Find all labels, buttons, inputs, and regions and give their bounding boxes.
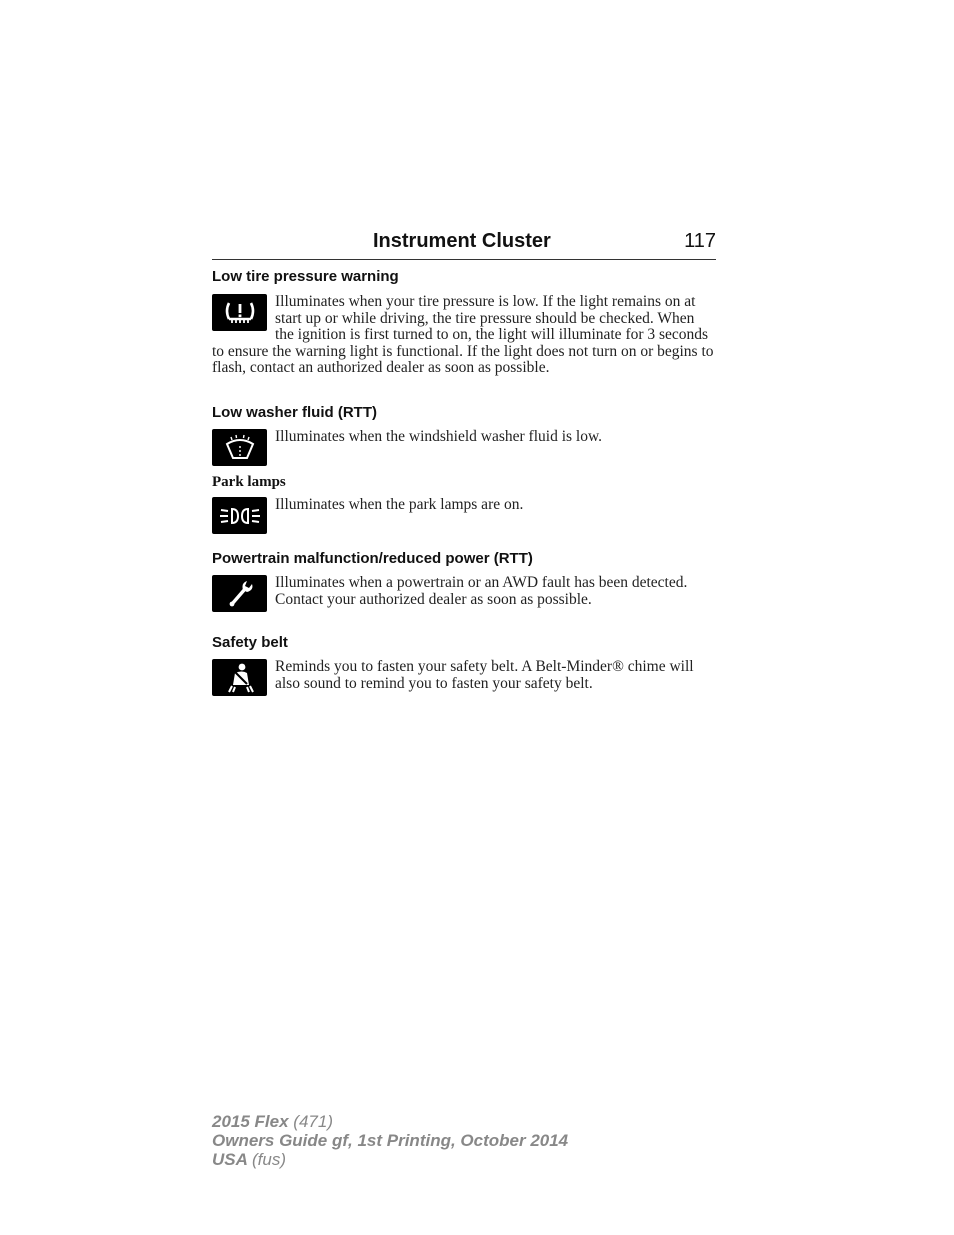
- section-heading: Low tire pressure warning: [212, 268, 399, 285]
- page-footer: [212, 1112, 568, 1169]
- section-text: Reminds you to fasten your safety belt. A Belt-Minder® chime will also sound to remind you to fasten your safety belt.: [275, 658, 694, 692]
- footer-region: USA: [212, 1150, 248, 1169]
- section-park-lamps: [212, 473, 716, 534]
- page-title: Instrument Cluster: [373, 230, 551, 252]
- section-powertrain-malfunction: [212, 550, 716, 612]
- section-text: Illuminates when a powertrain or an AWD fault has been detected. Contact your authorized dealer as soon as possible.: [275, 574, 688, 608]
- section-text: Illuminates when your tire pressure is low. If the light remains on at start up or while driving, the tire pressure should be checked. When the ignition is first turned to on, the light will illuminate for 3 seconds to ensure the warning light is functional. If the light does not turn on or begins to flash, contact an authorized dealer as soon as possible.: [212, 293, 714, 377]
- section-safety-belt: [212, 634, 716, 696]
- footer-model-code: (471): [293, 1112, 333, 1131]
- wrench-icon: [212, 575, 267, 612]
- tire-pressure-icon: [212, 294, 267, 331]
- section-heading: Safety belt: [212, 634, 288, 651]
- page-number: 117: [684, 230, 716, 252]
- park-lamps-icon: [212, 497, 267, 534]
- section-text: Illuminates when the park lamps are on.: [275, 496, 524, 513]
- section-heading: Powertrain malfunction/reduced power (RTT): [212, 550, 533, 567]
- washer-fluid-icon: [212, 429, 267, 466]
- section-low-washer-fluid: [212, 404, 716, 466]
- footer-model: 2015 Flex: [212, 1112, 289, 1131]
- section-heading: Park lamps: [212, 474, 286, 490]
- page-header: [212, 228, 716, 260]
- section-text: Illuminates when the windshield washer fluid is low.: [275, 428, 603, 445]
- section-low-tire-pressure: [212, 268, 716, 377]
- section-heading: Low washer fluid (RTT): [212, 404, 377, 421]
- seatbelt-icon: [212, 659, 267, 696]
- footer-guide: Owners Guide gf, 1st Printing, October 2014: [212, 1131, 569, 1150]
- footer-region-code: (fus): [252, 1150, 286, 1169]
